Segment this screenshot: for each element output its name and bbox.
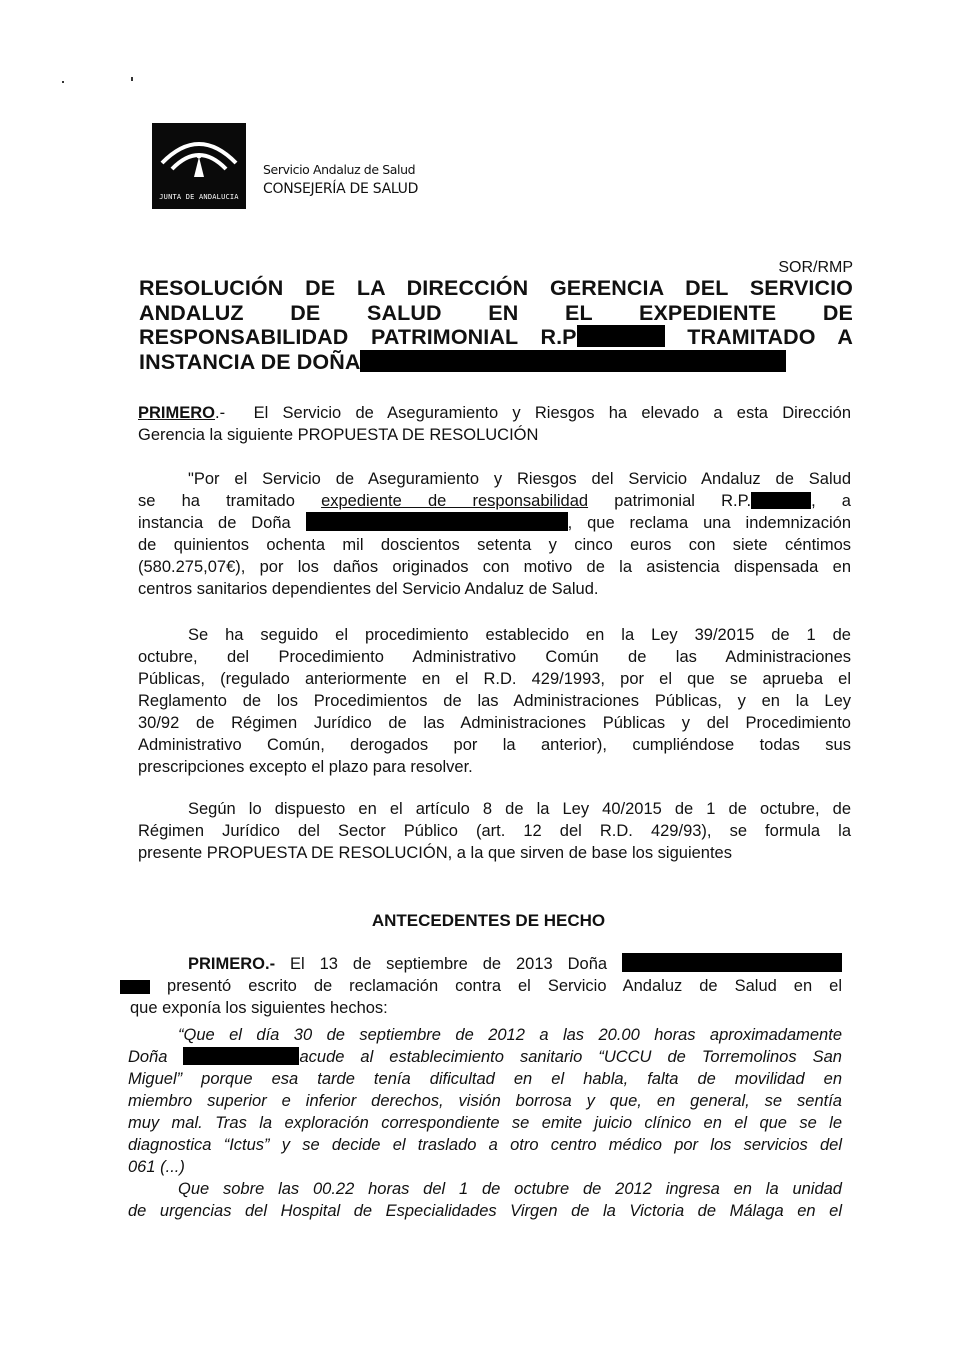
text-line: presente PROPUESTA DE RESOLUCIÓN, a la que sirven de base los siguientes xyxy=(138,844,732,862)
text-line: octubre, del Procedimiento Administrativo Común de las Administraciones xyxy=(138,648,851,666)
text-line xyxy=(138,512,851,534)
text: El 13 de septiembre de 2013 Doña xyxy=(290,955,608,973)
text: patrimonial R.P. xyxy=(614,492,752,510)
text-line: Se ha seguido el procedimiento establecido en la Ley 39/2015 de 1 de xyxy=(188,626,851,644)
text: se ha tramitado xyxy=(138,492,295,510)
logo-caption: JUNTA DE ANDALUCIA xyxy=(159,193,239,201)
section-heading: ANTECEDENTES DE HECHO xyxy=(371,911,606,930)
paragraph-procedimiento xyxy=(138,624,851,778)
text-line: Reglamento de los Procedimientos de las Administraciones Públicas, y en la Ley xyxy=(138,692,851,710)
paragraph-propuesta-base xyxy=(138,798,851,864)
text: presentó escrito de reclamación contra el Servicio Andaluz de Salud en el xyxy=(167,977,842,995)
text-line xyxy=(120,975,842,997)
text: que exponía los siguientes hechos: xyxy=(130,999,388,1017)
text-line: Administrativo Común, derogados por la anterior), cumpliéndose todas sus xyxy=(138,736,851,754)
separator: .- xyxy=(215,404,226,422)
text-line: prescripciones excepto el plazo para resolver. xyxy=(138,758,473,776)
text-line: Gerencia la siguiente PROPUESTA DE RESOLUCIÓN xyxy=(138,426,539,444)
text-line: muy mal. Tras la exploración correspondiente se emite juicio clínico en el que se le xyxy=(128,1114,842,1132)
text-line: 30/92 de Régimen Jurídico de las Administraciones Públicas y del Procedimiento xyxy=(138,714,851,732)
text-line xyxy=(120,953,842,975)
text-line: Régimen Jurídico del Sector Público (art. 12 del R.D. 429/93), se formula la xyxy=(138,822,851,840)
ministry-name: CONSEJERÍA DE SALUD xyxy=(263,181,419,197)
scan-speck xyxy=(62,81,64,83)
redaction-block xyxy=(577,325,665,347)
organization-name: Servicio Andaluz de Salud xyxy=(263,162,416,177)
text-line: Miguel” porque esa tarde tenía dificultad en el habla, falta de movilidad en xyxy=(128,1070,842,1088)
title-line: RESOLUCIÓN DE LA DIRECCIÓN GERENCIA DEL SERVICIO xyxy=(139,276,853,300)
text-line xyxy=(138,490,851,512)
quoted-facts-continued xyxy=(128,1178,842,1222)
paragraph-propuesta xyxy=(138,468,851,600)
text-line: "Por el Servicio de Aseguramiento y Riesgos del Servicio Andaluz de Salud xyxy=(188,470,851,488)
text-line: Públicas, (regulado anteriormente en el R.D. 429/1993, por el que se aprueba el xyxy=(138,670,851,688)
text: expediente de responsabilidad xyxy=(321,492,589,510)
title-line: ANDALUZ DE SALUD EN EL EXPEDIENTE DE xyxy=(139,300,853,325)
antecedente-primero xyxy=(120,953,842,1019)
title-text: RESPONSABILIDAD PATRIMONIAL R.P xyxy=(139,325,577,349)
text-line: miembro superior e inferior derechos, visión borrosa y que, en general, se sentía xyxy=(128,1092,842,1110)
text-line xyxy=(138,402,851,424)
title-line xyxy=(139,350,853,375)
reference-code: SOR/RMP xyxy=(778,259,853,276)
text: Doña xyxy=(128,1048,168,1066)
redaction-block xyxy=(751,492,811,509)
redaction-block xyxy=(120,980,150,994)
text-line: centros sanitarios dependientes del Servicio Andaluz de Salud. xyxy=(138,580,599,598)
text-line: diagnostica “Ictus” y se decide el traslado a otro centro médico por los servicios del xyxy=(128,1136,842,1154)
redaction-block xyxy=(360,350,786,372)
text-line xyxy=(128,1046,842,1068)
text: , que reclama una indemnización xyxy=(567,514,851,532)
text: , a xyxy=(811,492,851,510)
document-title xyxy=(139,276,853,374)
redaction-block xyxy=(306,512,568,531)
text: El Servicio de Aseguramiento y Riesgos ha elevado a esta Dirección xyxy=(253,404,851,422)
text-line: de quinientos ochenta mil doscientos setenta y cinco euros con siete céntimos xyxy=(138,536,851,554)
section-label: PRIMERO xyxy=(138,404,216,422)
redaction-block xyxy=(622,953,842,972)
text-line: “Que el día 30 de septiembre de 2012 a las 20.00 horas aproximadamente xyxy=(178,1026,842,1044)
junta-de-andalucia-logo xyxy=(152,123,246,209)
title-text: TRAMITADO A xyxy=(687,325,854,349)
text-line: de urgencias del Hospital de Especialidades Virgen de la Victoria de Málaga en el xyxy=(128,1202,842,1220)
redaction-block xyxy=(183,1047,299,1065)
text-line: 061 (...) xyxy=(128,1158,185,1176)
section-label: PRIMERO.- xyxy=(188,955,276,973)
text: instancia de Doña xyxy=(138,514,291,532)
scan-speck xyxy=(131,77,133,81)
text: acude al establecimiento sanitario “UCCU de Torremolinos San xyxy=(299,1048,842,1066)
quoted-facts xyxy=(128,1024,842,1178)
title-line xyxy=(139,325,853,350)
primero-intro xyxy=(138,402,851,446)
text-line: Según lo dispuesto en el artículo 8 de la Ley 40/2015 de 1 de octubre, de xyxy=(188,800,851,818)
text-line: (580.275,07€), por los daños originados con motivo de la asistencia dispensada en xyxy=(138,558,851,576)
text-line xyxy=(120,997,842,1019)
title-text: INSTANCIA DE DOÑA xyxy=(139,349,361,374)
text-line: Que sobre las 00.22 horas del 1 de octubre de 2012 ingresa en la unidad xyxy=(178,1180,842,1198)
